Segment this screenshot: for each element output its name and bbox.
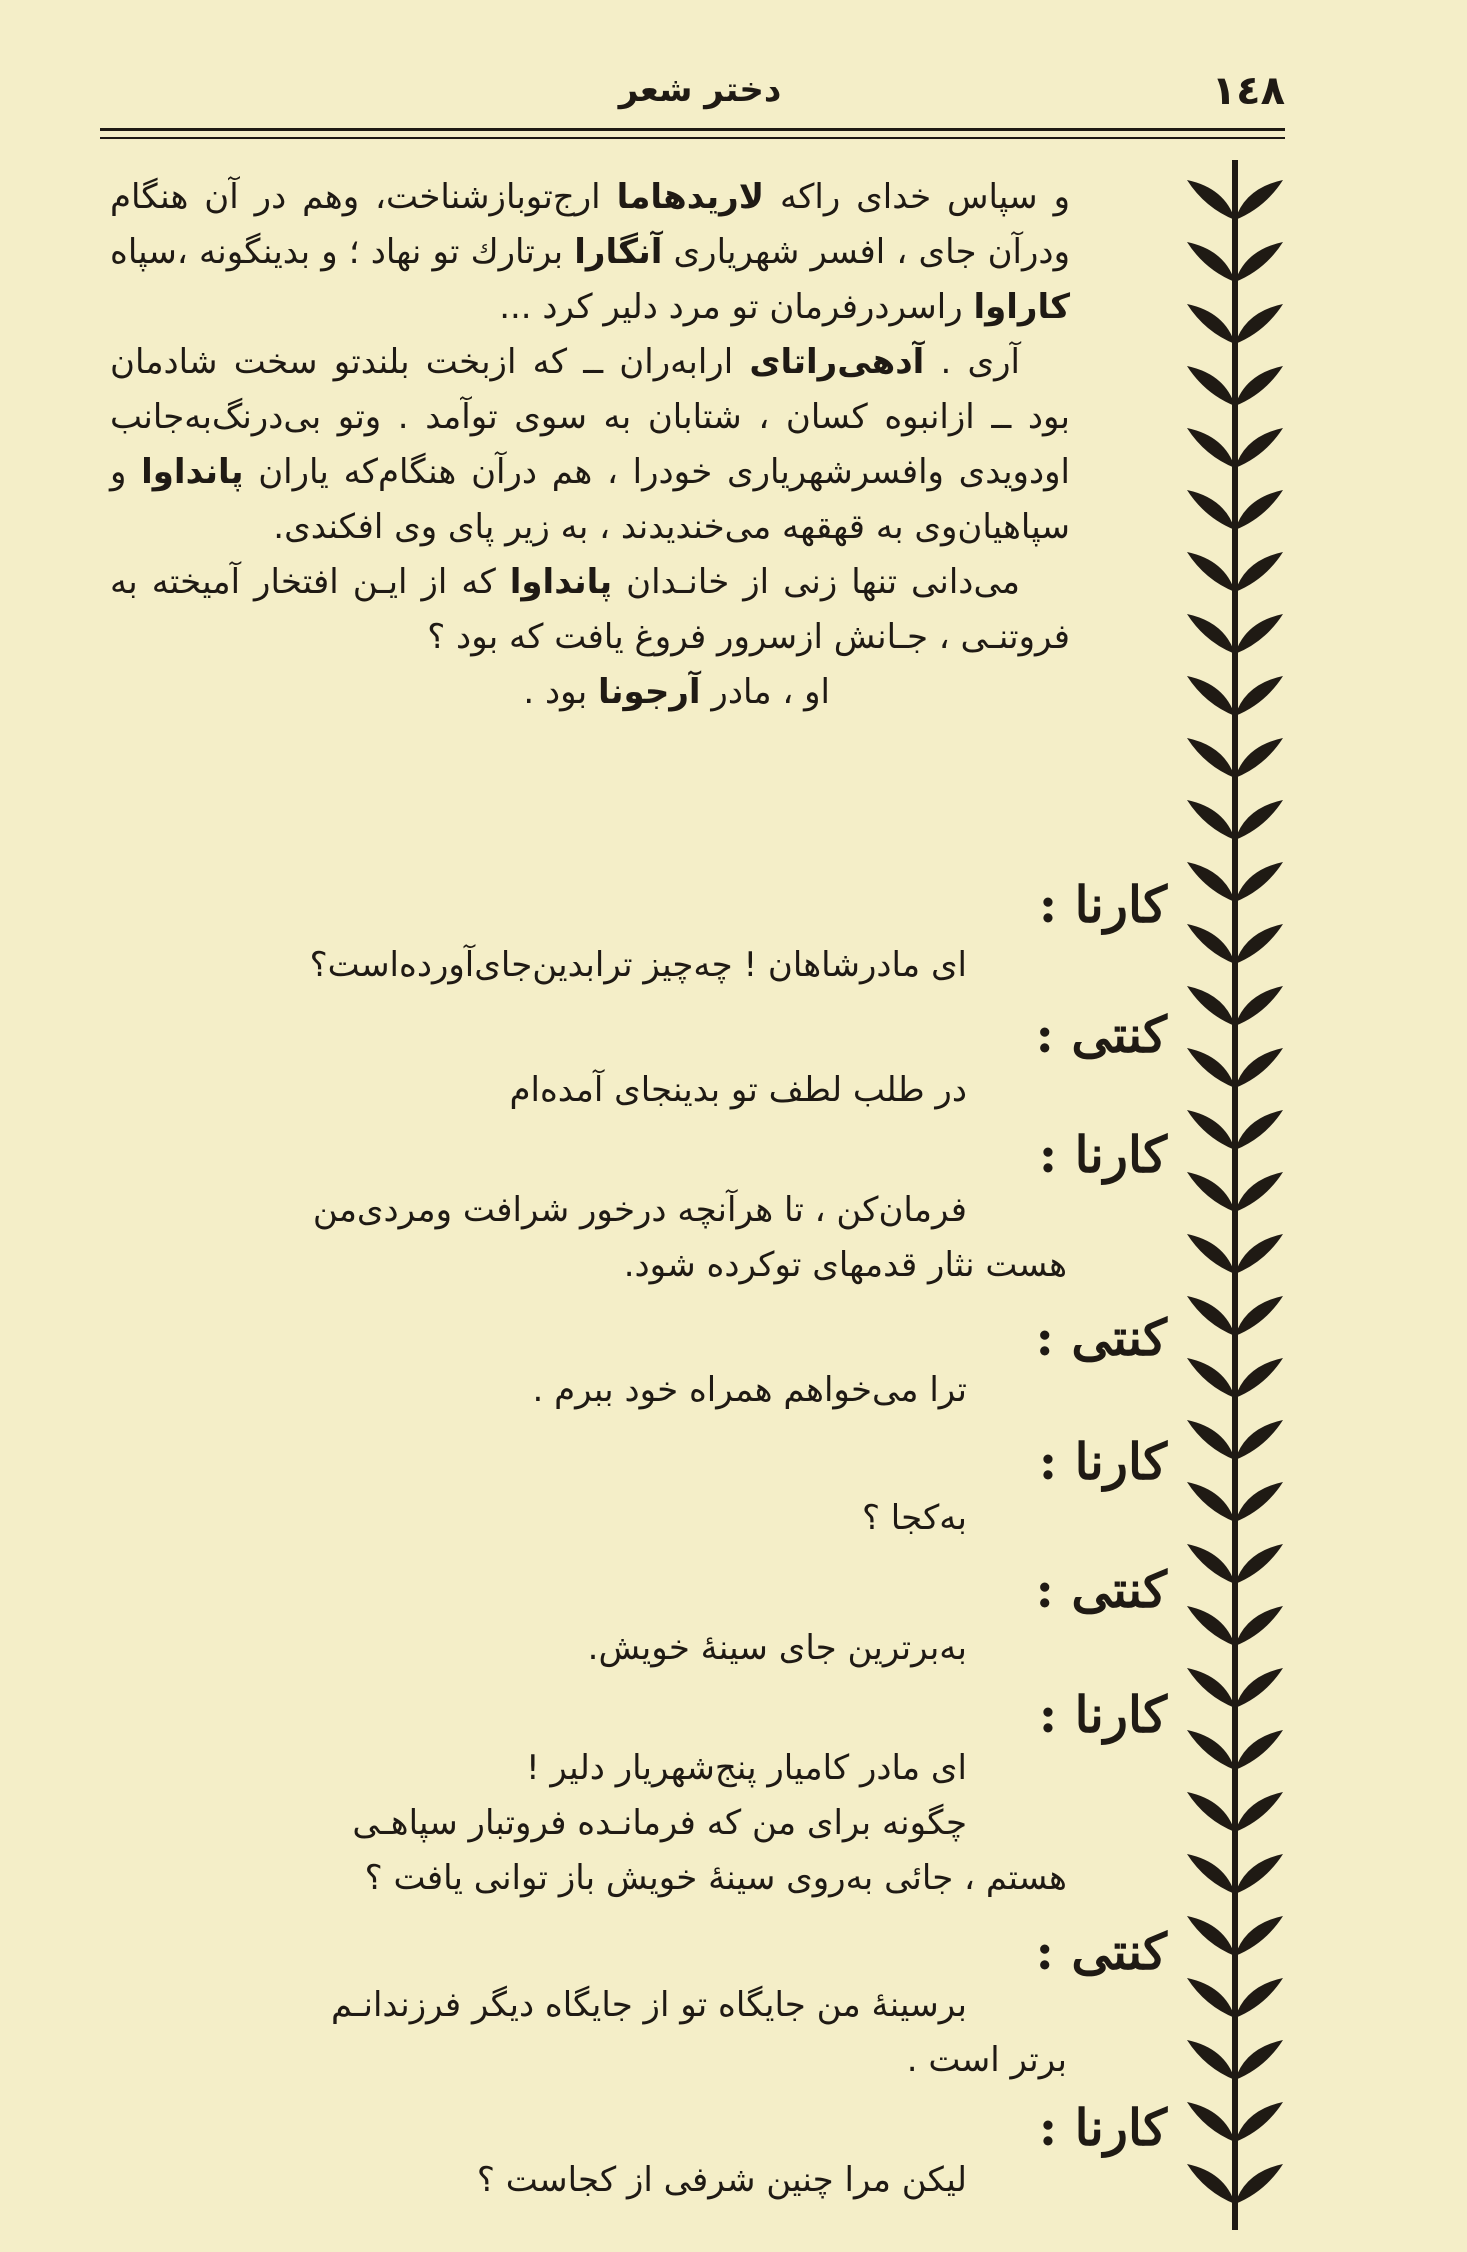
header-rule-thin <box>100 137 1285 139</box>
leaf-mark <box>1187 1234 1235 1274</box>
intro-paragraph <box>110 665 1070 720</box>
leaf-mark <box>1235 552 1283 592</box>
leaf-mark <box>1187 676 1235 716</box>
text-run: برتارك تو نهاد ؛ و بدینگونه ،سپاه <box>110 232 575 272</box>
header-rule-thick <box>100 128 1285 131</box>
leaf-mark <box>1235 1668 1283 1708</box>
running-header <box>100 60 1285 130</box>
speaker-label: کنتی : <box>1035 1560 1167 1619</box>
leaf-mark <box>1235 1854 1283 1894</box>
text-run: که از ایـن افتخار آمیخته به فروتنـی ، جـانش ازسرور فروغ یافت که بود ؟ <box>110 562 1070 657</box>
dialogue-line: در طلب لطف تو بدینجای آمده‌ام <box>509 1070 967 1110</box>
leaf-mark <box>1187 2164 1235 2204</box>
text-run: او ، مادر <box>700 672 830 712</box>
speaker-label: کارنا : <box>1038 2098 1167 2157</box>
leaf-mark <box>1235 1916 1283 1956</box>
proper-name: آنگارا <box>574 232 663 272</box>
leaf-mark <box>1187 738 1235 778</box>
speaker-label: کنتی : <box>1035 1922 1167 1981</box>
intro-text <box>110 170 1070 720</box>
leaf-mark <box>1187 1172 1235 1212</box>
dialogue-line: چگونه برای من که فرمانـده فروتبار سپاهـی <box>352 1803 967 1843</box>
leaf-mark <box>1187 924 1235 964</box>
leaf-mark <box>1235 2102 1283 2142</box>
leaf-mark <box>1235 1172 1283 1212</box>
leaf-mark <box>1235 1978 1283 2018</box>
leaf-mark <box>1187 1420 1235 1460</box>
leaf-mark <box>1235 1792 1283 1832</box>
leaf-mark <box>1235 1234 1283 1274</box>
speaker-label: کنتی : <box>1035 1005 1167 1064</box>
leaf-mark <box>1187 304 1235 344</box>
proper-name: کاراوا <box>973 287 1070 327</box>
leaf-mark <box>1187 1916 1235 1956</box>
leaf-mark <box>1187 986 1235 1026</box>
dialogue-line: برتر است . <box>906 2040 1067 2080</box>
leaf-mark <box>1235 2040 1283 2080</box>
speaker-label: کارنا : <box>1038 875 1167 934</box>
text-run: ارابه‌ران ــ که ازبخت بلندتو سخت شادمان بود ــ ازانبوه کسان ، شتابان به سوی توآمد . وتو بی‌درنگ‌به‌جانب اودویدی وافسرشهریاری خودرا ، هم درآن هنگام‌که یاران <box>110 342 1070 492</box>
leaf-mark <box>1187 1296 1235 1336</box>
leaf-mark <box>1187 490 1235 530</box>
leaf-mark <box>1187 428 1235 468</box>
leaf-mark <box>1187 242 1235 282</box>
leaf-mark <box>1235 986 1283 1026</box>
leaf-mark <box>1235 304 1283 344</box>
proper-name: پانداوا <box>509 562 613 602</box>
text-run: ارج‌توبازشناخت، وهم در آن هنگام ودرآن جای ، افسر شهریاری <box>110 177 1070 272</box>
leaf-mark <box>1235 1482 1283 1522</box>
page-number: ١٤٨ <box>1211 68 1285 114</box>
leaf-mark <box>1187 614 1235 654</box>
intro-paragraph <box>110 555 1070 665</box>
text-run: بود . <box>523 672 598 712</box>
leaf-mark <box>1187 1048 1235 1088</box>
text-run: راسردرفرمان تو مرد دلیر کرد ... <box>499 287 974 327</box>
leaf-mark <box>1187 366 1235 406</box>
leaf-mark <box>1187 180 1235 220</box>
leaf-mark <box>1187 1978 1235 2018</box>
speaker-label: کنتی : <box>1035 1308 1167 1367</box>
leaf-mark <box>1235 800 1283 840</box>
leaf-mark <box>1187 1482 1235 1522</box>
proper-name: آدهی‌راتای <box>749 342 925 382</box>
leaf-mark <box>1235 1110 1283 1150</box>
leaf-mark <box>1235 676 1283 716</box>
dialogue-line: به‌برترین جای سینهٔ خویش. <box>587 1628 967 1668</box>
leaf-mark <box>1235 862 1283 902</box>
dialogue-line: ترا می‌خواهم همراه خود ببرم . <box>532 1370 967 1410</box>
speaker-label: کارنا : <box>1038 1432 1167 1491</box>
leaf-mark <box>1235 242 1283 282</box>
dialogue-line: هست نثار قدمهای توکرده شود. <box>623 1245 1067 1285</box>
leaf-mark <box>1235 1606 1283 1646</box>
leaf-mark <box>1187 2040 1235 2080</box>
speaker-label: کارنا : <box>1038 1685 1167 1744</box>
leaf-mark <box>1187 552 1235 592</box>
dialogue-line: هستم ، جائی به‌روی سینهٔ خویش باز توانی یافت ؟ <box>364 1858 1067 1898</box>
leaf-mark <box>1235 2164 1283 2204</box>
leaf-mark <box>1235 614 1283 654</box>
proper-name: آرجونا <box>598 672 701 712</box>
leaf-mark <box>1235 366 1283 406</box>
leaf-mark <box>1187 1606 1235 1646</box>
leaf-mark <box>1235 738 1283 778</box>
speaker-label: کارنا : <box>1038 1125 1167 1184</box>
leaf-mark <box>1235 1544 1283 1584</box>
leaf-mark <box>1235 180 1283 220</box>
leaf-mark <box>1187 1110 1235 1150</box>
text-run: آری . <box>924 342 1020 382</box>
leaf-mark <box>1187 2102 1235 2142</box>
text-run: می‌دانی تنها زنی از خانـدان <box>612 562 1020 602</box>
leaf-mark <box>1235 1296 1283 1336</box>
leaf-mark <box>1187 1854 1235 1894</box>
dialogue-line: برسینهٔ من جایگاه تو از جایگاه دیگر فرزندانـم <box>330 1985 967 2025</box>
text-run: و سپاس خدای راکه <box>764 177 1070 217</box>
leaf-mark <box>1187 1668 1235 1708</box>
dialogue-line: لیکن مرا چنین شرفی از کجاست ؟ <box>476 2160 967 2200</box>
dialogue-line: ای مادرشاهان ! چه‌چیز ترابدین‌جای‌آورده‌است؟ <box>309 945 967 985</box>
leaf-mark <box>1235 1048 1283 1088</box>
leaf-mark <box>1187 1358 1235 1398</box>
leaf-mark <box>1235 428 1283 468</box>
leaf-mark <box>1235 490 1283 530</box>
leaf-vine-ornament <box>1180 160 1290 2230</box>
leaf-mark <box>1235 1730 1283 1770</box>
dialogue-line: فرمان‌کن ، تا هرآنچه درخور شرافت ومردی‌من <box>312 1190 967 1230</box>
leaf-mark <box>1187 1544 1235 1584</box>
leaf-mark <box>1187 1792 1235 1832</box>
intro-paragraph <box>110 170 1070 335</box>
leaf-mark <box>1235 1420 1283 1460</box>
dialogue-line: به‌کجا ؟ <box>861 1498 967 1538</box>
leaf-mark <box>1187 1730 1235 1770</box>
leaf-mark <box>1235 924 1283 964</box>
running-title: دختر شعر <box>618 70 782 110</box>
proper-name: پانداوا <box>141 452 244 492</box>
intro-paragraph <box>110 335 1070 555</box>
leaf-mark <box>1235 1358 1283 1398</box>
proper-name: لاریدهاما <box>616 177 765 217</box>
dialogue-line: ای مادر کامیار پنج‌شهریار دلیر ! <box>525 1748 967 1788</box>
text-run: و سپاهیان‌وی به قهقهه می‌خندیدند ، به زیر پای وی افکندی. <box>110 452 1070 547</box>
leaf-mark <box>1187 862 1235 902</box>
leaf-mark <box>1187 800 1235 840</box>
